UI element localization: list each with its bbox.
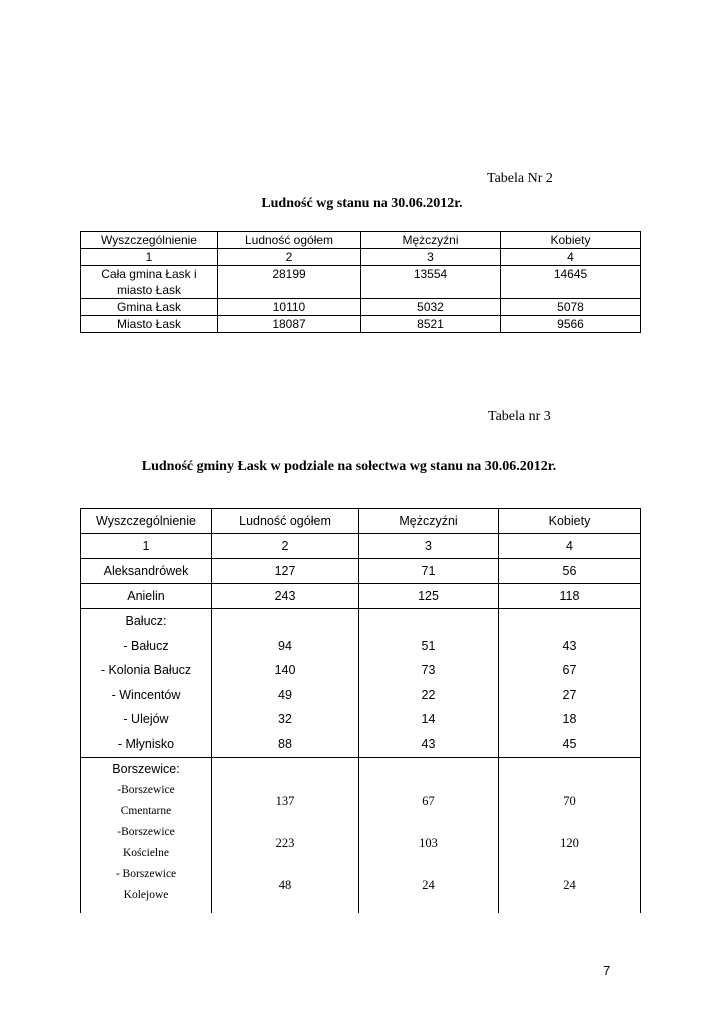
sub-village-name: -Borszewice [117, 826, 175, 838]
sub-village-name: - Borszewice [115, 868, 177, 880]
table-row [81, 316, 641, 333]
row-name-line: Cała gmina Łask i [101, 267, 197, 281]
index-cell: 1 [81, 534, 212, 559]
total-value: 140 [274, 663, 296, 678]
total-value: 137 [275, 794, 295, 808]
header-cell: Wyszczególnienie [81, 509, 212, 534]
table3-title: Ludność gminy Łask w podziale na sołectwa wg stanu na 30.06.2012r. [141, 459, 557, 474]
total-cell: 28199 [218, 266, 361, 299]
index-row [81, 534, 641, 559]
total-value: 48 [278, 878, 292, 892]
index-cell: 4 [499, 534, 641, 559]
men-value: 22 [421, 687, 436, 702]
group-women [499, 609, 641, 758]
women-value: 70 [563, 794, 576, 808]
group-row-borszewice [81, 758, 641, 914]
index-cell: 2 [212, 534, 359, 559]
total-value: 49 [278, 687, 292, 702]
women-cell: 56 [499, 559, 641, 584]
women-value: 43 [562, 638, 577, 653]
men-cell: 8521 [361, 316, 501, 333]
women-value: 24 [563, 878, 576, 892]
header-cell: Kobiety [499, 509, 641, 534]
table-row [81, 299, 641, 316]
group-label: Bałucz: [125, 614, 167, 628]
men-value: 24 [422, 878, 435, 892]
women-value: 27 [562, 687, 577, 702]
sub-village-name: Cmentarne [120, 805, 172, 817]
sub-village-name: Kolejowe [123, 889, 169, 901]
men-value: 103 [419, 836, 438, 850]
group-women [499, 758, 641, 914]
total-cell: 243 [212, 584, 359, 609]
row-name: Anielin [81, 584, 212, 609]
men-cell: 71 [359, 559, 499, 584]
sub-village-name: Kościelne [123, 847, 169, 859]
women-cell: 9566 [501, 316, 641, 333]
sub-village-name: - Bałucz [123, 638, 169, 653]
men-cell: 125 [359, 584, 499, 609]
table-row [81, 559, 641, 584]
sub-village-name: -Borszewice [117, 784, 175, 796]
group-totals [212, 758, 359, 914]
row-name: Aleksandrówek [81, 559, 212, 584]
total-cell: 127 [212, 559, 359, 584]
table-row [81, 584, 641, 609]
index-cell: 2 [218, 249, 361, 266]
sub-village-name: - Młynisko [117, 736, 175, 751]
women-value: 67 [562, 663, 577, 678]
women-cell: 5078 [501, 299, 641, 316]
index-cell: 3 [361, 249, 501, 266]
table2-caption: Tabela Nr 2 [487, 171, 553, 186]
group-label: Borszewice: [112, 762, 180, 776]
table-header-row [81, 509, 641, 534]
women-cell: 118 [499, 584, 641, 609]
total-value: 94 [278, 638, 292, 653]
women-cell: 14645 [501, 266, 641, 299]
page-number: 7 [603, 963, 611, 978]
group-row-balucz [81, 609, 641, 758]
table3-caption: Tabela nr 3 [488, 409, 551, 424]
total-value: 88 [278, 736, 292, 751]
group-men [359, 609, 499, 758]
header-cell: Mężczyźni [361, 232, 501, 249]
total-cell: 10110 [218, 299, 361, 316]
men-cell: 5032 [361, 299, 501, 316]
index-cell: 4 [501, 249, 641, 266]
header-cell: Mężczyźni [359, 509, 499, 534]
header-cell: Ludność ogółem [212, 509, 359, 534]
index-cell: 3 [359, 534, 499, 559]
sub-village-name: - Ulejów [123, 712, 169, 727]
row-name: Gmina Łask [81, 299, 218, 316]
table-header-row [81, 232, 641, 249]
population-table [80, 231, 641, 333]
row-name [81, 266, 218, 299]
table-row [81, 266, 641, 299]
men-value: 73 [421, 663, 436, 678]
row-name: Miasto Łask [81, 316, 218, 333]
index-cell: 1 [81, 249, 218, 266]
women-value: 120 [560, 836, 579, 850]
total-value: 223 [275, 836, 295, 850]
sub-village-name: - Wincentów [111, 687, 181, 702]
village-population-table [80, 508, 641, 913]
header-cell: Kobiety [501, 232, 641, 249]
women-value: 45 [562, 736, 577, 751]
group-men [359, 758, 499, 914]
group-totals [212, 609, 359, 758]
men-value: 43 [421, 736, 436, 751]
row-name-line: miasto Łask [116, 283, 182, 297]
men-value: 51 [421, 638, 436, 653]
header-cell: Wyszczególnienie [81, 232, 218, 249]
sub-village-name: - Kolonia Bałucz [100, 663, 192, 678]
table2-title: Ludność wg stanu na 30.06.2012r. [261, 196, 463, 211]
header-cell: Ludność ogółem [218, 232, 361, 249]
group-names [81, 609, 212, 758]
men-cell: 13554 [361, 266, 501, 299]
men-value: 14 [421, 712, 436, 727]
women-value: 18 [562, 712, 577, 727]
group-names [81, 758, 212, 914]
index-row [81, 249, 641, 266]
men-value: 67 [422, 794, 435, 808]
total-value: 32 [278, 712, 292, 727]
total-cell: 18087 [218, 316, 361, 333]
